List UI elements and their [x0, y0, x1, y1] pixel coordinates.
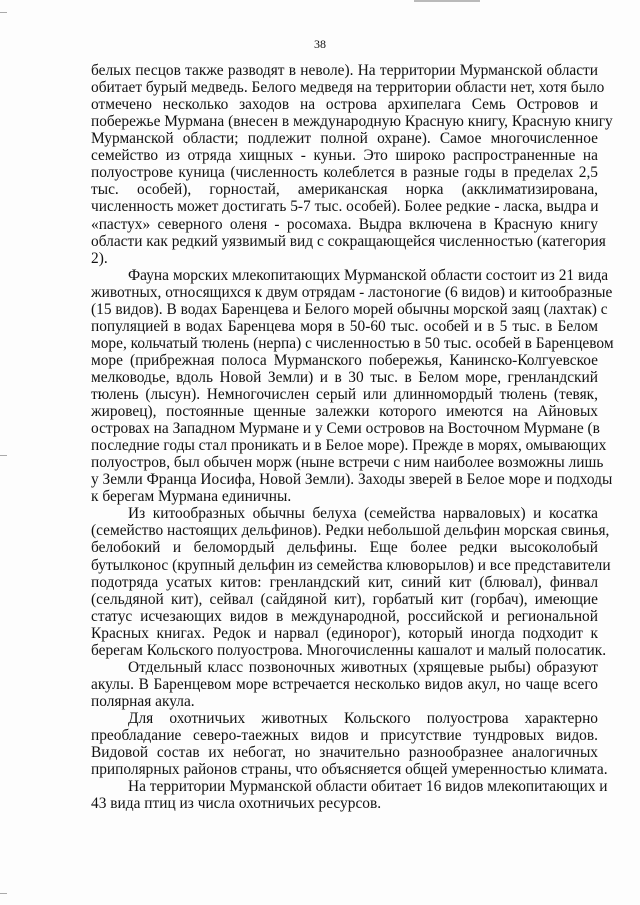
text-line: подотряда усатых китов: гренландский кит, синий кит (блювал), финвал: [91, 573, 598, 591]
text-line: популяцией в водах Баренцева моря в 50-60 тыс. особей и в 5 тыс. в Белом: [91, 317, 598, 335]
text-line: На территории Мурманской области обитает 16 видов млекопитающих и: [128, 778, 608, 796]
text-line: Видовой состав их небогат, но значительно разнообразнее аналогичных: [91, 744, 598, 761]
text-line: белобокий и беломордый дельфины. Еще более редки высоколобый: [91, 539, 598, 557]
text-line: отмечено несколько заходов на острова архипелага Семь Островов и: [91, 96, 598, 114]
text-line: животных, относящихся к двум отрядам - ластоногие (6 видов) и китообразные: [91, 283, 613, 301]
scan-artifact-edge: [0, 455, 7, 456]
text-line: островах на Западном Мурмане и у Семи островов на Восточном Мурмане (в: [91, 420, 600, 438]
page-number: 38: [314, 37, 326, 51]
text-line: у Земли Франца Иосифа, Новой Земли). Заходы зверей в Белое море и подходы: [91, 471, 613, 489]
text-line: жировец), постоянные щенные залежки которого имеются на Айновых: [91, 403, 598, 420]
text-line: полярная акула.: [91, 692, 195, 710]
text-line: преобладание северо-таежных видов и присутствие тундровых видов.: [91, 727, 598, 744]
text-line: численность может достигать 5-7 тыс. особей). Более редкие - ласка, выдра и: [91, 198, 599, 216]
scan-artifact-edge: [0, 12, 7, 13]
text-line: бутылконос (крупный дельфин из семейства клюворылов) и все представители: [91, 556, 611, 574]
text-line: 43 вида птиц из числа охотничьих ресурсов.: [91, 795, 382, 813]
text-line: Отдельный класс позвоночных животных (хрящевые рыбы) образуют: [128, 658, 598, 676]
text-line: Фауна морских млекопитающих Мурманской области состоит из 21 вида: [128, 266, 609, 284]
text-line: побережье Мурмана (внесен в международную Красную книгу, Красную книгу: [91, 113, 613, 131]
text-line: приполярных районов страны, что объясняется общей умеренностью климата.: [91, 761, 608, 779]
text-line: полуостров, был обычен морж (ныне встречи с ним наиболее возможны лишь: [91, 454, 604, 472]
text-line: последние годы стал проникать и в Белое море). Прежде в морях, омывающих: [91, 437, 607, 455]
text-line: море (прибрежная полоса Мурманского побережья, Канинско-Колгуевское: [91, 351, 598, 369]
text-line: «пастух» северного оленя - росомаха. Выдра включена в Красную книгу: [91, 215, 598, 233]
text-line: (семейство настоящих дельфинов). Редки небольшой дельфин морская свинья,: [91, 522, 610, 540]
text-line: акулы. В Баренцевом море встречается несколько видов акул, но чаще всего: [91, 675, 598, 693]
text-line: 2).: [91, 249, 108, 267]
text-line: Из китообразных обычны белуха (семейства нарваловых) и косатка: [128, 505, 598, 523]
scan-artifact-top: [414, 0, 480, 7]
text-line: обитает бурый медведь. Белого медведя на территории области нет, хотя было: [91, 79, 605, 96]
text-line: белых песцов также разводят в неволе). На территории Мурманской области: [91, 62, 598, 79]
text-line: Мурманской области; подлежит полной охране). Самое многочисленное: [91, 130, 598, 148]
text-line: области как редкий уязвимый вид с сокращающейся численностью (категория: [91, 232, 606, 250]
text-line: тыс. особей), горностай, американская норка (акклиматизирована,: [91, 181, 598, 199]
text-line: тюлень (лысун). Немногочислен серый или длинномордый тюлень (тевяк,: [91, 385, 598, 403]
text-line: Для охотничьих животных Кольского полуострова характерно: [128, 709, 598, 727]
text-line: статус исчезающих видов в международной, российской и региональной: [91, 607, 598, 625]
text-line: семейство из отряда хищных - куньи. Это широко распространенные на: [91, 147, 598, 165]
scan-artifact-edge: [0, 893, 7, 894]
text-line: Красных книгах. Редок и нарвал (единорог), который иногда подходит к: [91, 624, 598, 642]
text-line: к берегам Мурмана единичны.: [91, 488, 292, 506]
text-line: берегам Кольского полуострова. Многочисленны кашалот и малый полосатик.: [91, 641, 607, 659]
text-line: мелководье, вдоль Новой Земли) и в 30 тыс. в Белом море, гренландский: [91, 368, 598, 386]
text-line: (сельдяной кит), сейвал (сайдяной кит), горбатый кит (горбач), имеющие: [91, 590, 598, 608]
text-line: (15 видов). В водах Баренцева и Белого морей обычны морской заяц (лахтак) с: [91, 300, 608, 318]
text-line: море, кольчатый тюлень (нерпа) с численностью в 50 тыс. особей в Баренцевом: [91, 334, 614, 352]
text-line: полуострове куница (численность колеблется в разные годы в пределах 2,5: [91, 164, 598, 182]
